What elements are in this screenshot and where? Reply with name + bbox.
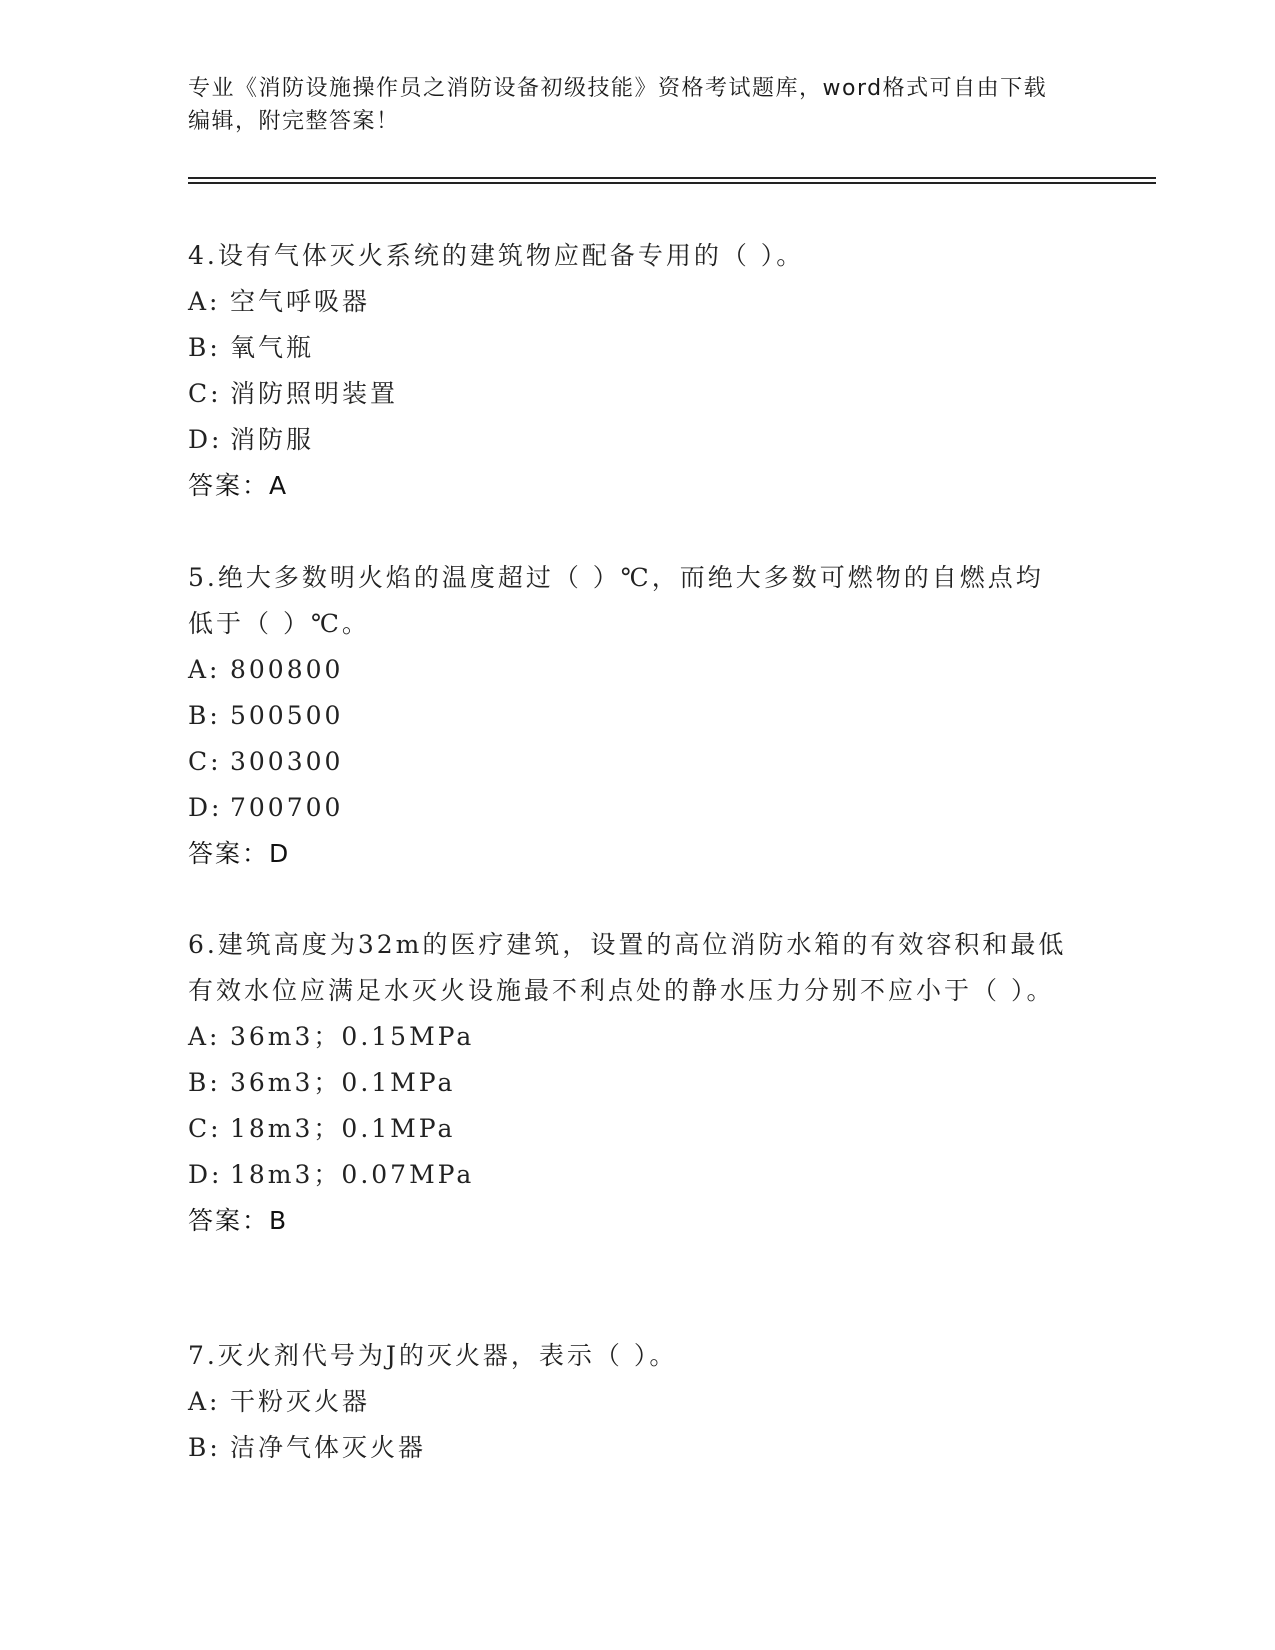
- document-header: 专业《消防设施操作员之消防设备初级技能》资格考试题库，word格式可自由下载编辑，附完整答案！: [188, 76, 1048, 134]
- option-text: 36m3；0.15MPa: [230, 1022, 475, 1051]
- option-key: C:: [188, 379, 222, 408]
- question-stem: 5.绝大多数明火焰的温度超过（ ）℃，而绝大多数可燃物的自燃点均低于（ ）℃。: [188, 563, 1044, 638]
- question-5: [188, 555, 1068, 877]
- option-text: 800800: [230, 655, 344, 684]
- option-c: [188, 1106, 1068, 1152]
- option-c: [188, 739, 1068, 785]
- option-key: B:: [188, 1068, 221, 1097]
- option-key: D:: [188, 425, 223, 454]
- question-stem: 6.建筑高度为32m的医疗建筑，设置的高位消防水箱的有效容积和最低有效水位应满足水灭火设施最不利点处的静水压力分别不应小于（ ）。: [188, 930, 1067, 1005]
- header-divider-top: [188, 177, 1156, 179]
- option-key: C:: [188, 747, 222, 776]
- header-divider-bottom: [188, 182, 1156, 184]
- answer-line: 答案：A: [188, 471, 289, 500]
- answer-line: 答案：B: [188, 1206, 289, 1235]
- option-key: A:: [188, 655, 221, 684]
- option-text: 18m3；0.07MPa: [230, 1160, 475, 1189]
- option-a: [188, 1379, 1068, 1425]
- option-a: [188, 279, 1068, 325]
- option-text: 700700: [230, 793, 344, 822]
- option-d: [188, 1152, 1068, 1198]
- question-6: [188, 922, 1068, 1244]
- option-text: 300300: [230, 747, 344, 776]
- option-text: 干粉灭火器: [230, 1387, 371, 1416]
- option-key: D:: [188, 793, 223, 822]
- option-key: D:: [188, 1160, 223, 1189]
- question-stem: 7.灭火剂代号为J的灭火器，表示（ ）。: [188, 1341, 678, 1370]
- option-a: [188, 1014, 1068, 1060]
- option-a: [188, 647, 1068, 693]
- option-key: C:: [188, 1114, 222, 1143]
- option-c: [188, 371, 1068, 417]
- option-b: [188, 1425, 1068, 1471]
- option-text: 消防服: [230, 425, 315, 454]
- option-key: A:: [188, 287, 221, 316]
- option-text: 氧气瓶: [230, 333, 315, 362]
- option-text: 空气呼吸器: [230, 287, 371, 316]
- option-d: [188, 417, 1068, 463]
- option-b: [188, 325, 1068, 371]
- option-text: 36m3；0.1MPa: [230, 1068, 456, 1097]
- question-stem: 4.设有气体灭火系统的建筑物应配备专用的（ ）。: [188, 241, 805, 270]
- option-b: [188, 1060, 1068, 1106]
- option-key: A:: [188, 1387, 221, 1416]
- option-key: B:: [188, 701, 221, 730]
- option-text: 500500: [230, 701, 344, 730]
- question-4: [188, 233, 1068, 509]
- option-text: 消防照明装置: [230, 379, 399, 408]
- option-d: [188, 785, 1068, 831]
- question-7: [188, 1333, 1068, 1471]
- option-key: B:: [188, 1433, 221, 1462]
- option-key: B:: [188, 333, 221, 362]
- option-text: 洁净气体灭火器: [230, 1433, 427, 1462]
- option-b: [188, 693, 1068, 739]
- option-key: A:: [188, 1022, 221, 1051]
- option-text: 18m3；0.1MPa: [230, 1114, 456, 1143]
- answer-line: 答案：D: [188, 839, 291, 868]
